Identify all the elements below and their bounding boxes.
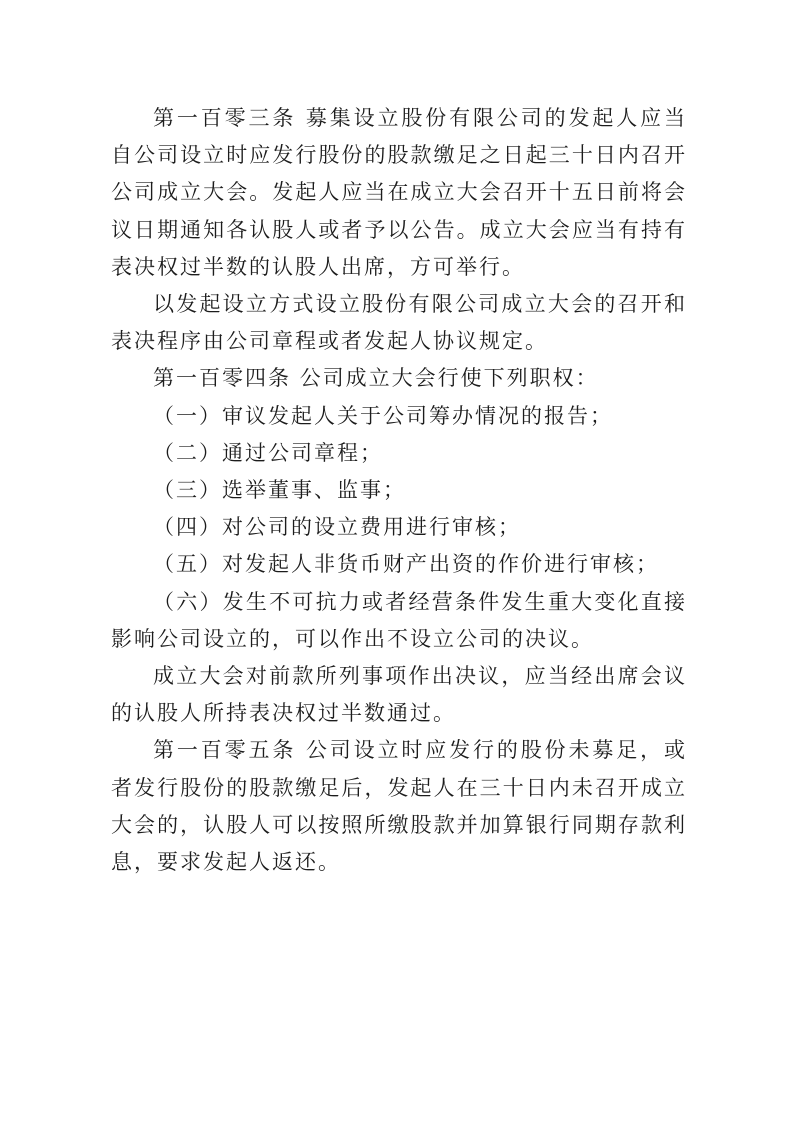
list-item-3: （三）选举董事、监事； xyxy=(153,478,406,503)
article-103-second-paragraph: 以发起设立方式设立股份有限公司成立大会的召开和表决程序由公司章程或者发起人协议规定。 xyxy=(111,292,687,354)
article-104-paragraph: 第一百零四条 公司成立大会行使下列职权： xyxy=(153,366,599,391)
list-item-4: （四）对公司的设立费用进行审核； xyxy=(153,515,521,540)
list-item-2: （二）通过公司章程； xyxy=(153,440,383,465)
article-104-resolution-paragraph: 成立大会对前款所列事项作出决议，应当经出席会议的认股人所持表决权过半数通过。 xyxy=(111,664,687,726)
article-103-paragraph: 第一百零三条 募集设立股份有限公司的发起人应当自公司设立时应发行股份的股款缴足之日起三十日内召开公司成立大会。发起人应当在成立大会召开十五日前将会议日期通知各认股人或者予以公告。成立大会应当有持有表决权过半数的认股人出席，方可举行。 xyxy=(111,106,687,279)
list-item-5: （五）对发起人非货币财产出资的作价进行审核； xyxy=(153,552,659,577)
article-105-paragraph: 第一百零五条 公司设立时应发行的股份未募足，或者发行股份的股款缴足后，发起人在三十日内未召开成立大会的，认股人可以按照所缴股款并加算银行同期存款利息，要求发起人返还。 xyxy=(111,738,687,875)
list-item-6: （六）发生不可抗力或者经营条件发生重大变化直接影响公司设立的，可以作出不设立公司的决议。 xyxy=(111,589,687,651)
list-item-1: （一）审议发起人关于公司筹办情况的报告； xyxy=(153,403,613,428)
document-body xyxy=(111,100,687,881)
